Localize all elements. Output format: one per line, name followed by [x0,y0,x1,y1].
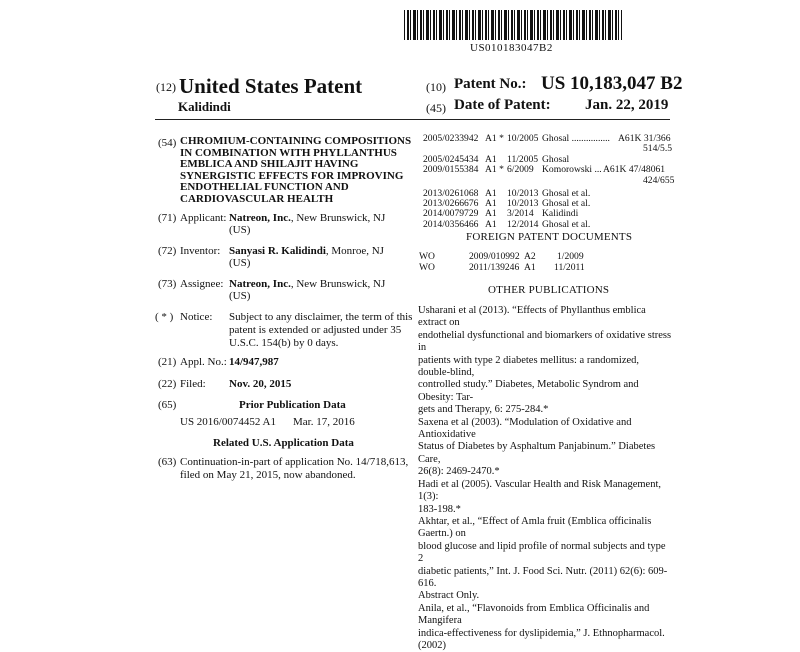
other-publications [418,305,673,652]
inid-54: (54) [158,137,177,149]
ref-kind: A1 * [485,164,504,176]
pub-line: Hadi et al (2005). Vascular Health and Risk Management, 1(3): [418,478,661,503]
pub-line: Saxena et al (2003). “Modulation of Oxidative and Antioxidative [418,416,632,441]
ref-date: 11/2011 [554,261,585,273]
pub-line: controlled study.” Diabetes, Metabolic Syndrom and Obesity: Tar- [418,379,639,403]
ref-number: 2014/0356466 [423,218,479,230]
appl-no: 14/947,987 [229,356,279,368]
ref-name: Ghosal et al. [542,218,591,230]
related-line: Continuation-in-part of application No. 14/718,613, [180,456,409,468]
pub-line: 183-198.* [418,503,461,515]
inid-12: (12) [156,80,176,94]
ref-date: 12/2014 [507,218,539,230]
prior-publication-number: US 2016/0074452 A1 [180,416,276,428]
ref-number: 2009/0155384 [423,164,479,176]
ref-kind: A1 [485,218,497,230]
ref-date: 1/2009 [557,251,584,262]
ref-class: A61K 47/48061 [603,164,666,176]
ref-name: Ghosal et al. [542,197,591,209]
ref-number: 2005/0233942 [423,133,479,144]
ref-kind: A1 [485,208,497,220]
ref-kind: A1 [524,261,536,273]
other-publications-heading: OTHER PUBLICATIONS [488,284,610,296]
ref-name: Ghosal ................ [542,133,610,144]
title-line: SYNERGISTIC EFFECTS FOR IMPROVING [180,169,404,182]
title-line: IN COMBINATION WITH PHYLLANTHUS [180,146,397,159]
pub-line: Usharani et al (2013). “Effects of Phyllanthus emblica extract on [418,305,646,329]
ref-country: WO [419,251,435,262]
barcode [404,10,622,40]
ref-date: 10/2013 [507,187,539,199]
pub-line: Akhtar, et al., “Effect of Amla fruit (Emblica officinalis Gaertn.) on [418,515,652,540]
ref-name: Ghosal et al. [542,187,591,199]
ref-number: 2014/0079729 [423,208,479,220]
ref-number: 2013/0261068 [423,187,479,199]
invention-title [180,136,411,206]
pub-line: diabetic patients,” Int. J. Food Sci. Nutr. (2011) 62(6): 609-616. [418,565,668,589]
notice-line: patent is extended or adjusted under 35 [229,324,402,336]
publication-entry [418,603,673,652]
notice-line: Subject to any disclaimer, the term of this [229,311,413,323]
ref-date: 10/2005 [507,133,539,144]
inventor-country: (US) [229,257,251,269]
inventor [229,245,384,258]
title-line: CHROMIUM-CONTAINING COMPOSITIONS [180,135,412,147]
title-line: CARDIOVASCULAR HEALTH [180,192,334,205]
inid-notice: ( * ) [155,311,174,323]
ref-number: 2009/010992 [469,251,520,262]
barcode-number: US010183047B2 [470,42,553,54]
filed-label: Filed: [180,378,206,390]
date-of-patent: Jan. 22, 2019 [585,97,669,113]
patent-number: US 10,183,047 B2 [541,73,683,94]
pub-line: Abstract Only. [418,590,480,602]
applicant-label: Applicant: [180,212,227,224]
notice-line: U.S.C. 154(b) by 0 days. [229,337,339,349]
publication-entry [418,305,673,417]
ref-class: A61K 31/366 [618,133,671,144]
pub-line: blood glucose and lipid profile of normal subjects and type 2 [418,540,666,565]
inventor-label: Inventor: [180,245,221,257]
ref-kind: A2 [524,251,536,262]
inid-73: (73) [158,278,177,290]
inid-65: (65) [158,399,177,411]
date-of-patent-label: Date of Patent: [454,97,551,113]
applicant-name: Natreon, Inc. [229,212,291,224]
pub-line: indica-effectiveness for dyslipidemia,” J. Ethnopharmacol. (2002) [418,627,665,651]
inid-71: (71) [158,212,177,224]
ref-number: 2013/0266676 [423,197,479,209]
title-line: EMBLICA AND SHILAJIT HAVING [180,158,359,171]
pub-line: Status of Diabetes by Asphaltum Panjabinum.” Diabetes Care, [418,441,656,465]
assignee-country: (US) [229,290,251,302]
assignee-name: Natreon, Inc. [229,278,291,290]
ref-class-2: 424/655 [643,174,675,186]
pub-line: patients with type 2 diabetes mellitus: a randomized, double-blind, [418,354,640,379]
ref-kind: A1 * [485,133,504,144]
ref-kind: A1 [485,187,497,199]
title-line: ENDOTHELIAL FUNCTION AND [180,181,349,194]
related-application-heading: Related U.S. Application Data [213,437,354,449]
inventor-location: , Monroe, NJ [325,245,384,257]
publication-entry [418,479,673,516]
inventor-surname: Kalidindi [178,99,231,114]
ref-name: Ghosal [542,153,570,165]
pub-line: 26(8): 2469-2470.* [418,466,500,478]
assignee-label: Assignee: [180,278,224,290]
header-rule [155,119,670,120]
inventor-name: Sanyasi R. Kalidindi [229,245,326,257]
foreign-patent-heading: FOREIGN PATENT DOCUMENTS [466,231,633,243]
prior-publication-date: Mar. 17, 2016 [293,416,355,428]
publication-entry [418,516,673,603]
assignee-location: , New Brunswick, NJ [290,278,386,290]
notice-label: Notice: [180,311,213,323]
related-application-text [180,456,408,482]
ref-number: 2005/0245434 [423,153,479,165]
ref-kind: A1 [485,197,497,209]
applicant-country: (US) [229,224,251,236]
inid-10: (10) [426,80,446,94]
publication-entry [418,417,673,479]
pub-line: endothelial dysfunctional and biomarkers of oxidative stress in [418,329,672,354]
applicant [229,212,385,225]
ref-date: 6/2009 [507,164,534,176]
applicant-location: , New Brunswick, NJ [290,212,386,224]
inid-63: (63) [158,456,177,468]
inid-22: (22) [158,378,177,390]
inid-45: (45) [426,101,446,115]
ref-date: 3/2014 [507,208,534,220]
pub-line: gets and Therapy, 6: 275-284.* [418,404,549,416]
ref-country: WO [419,261,435,273]
ref-class-2: 514/5.5 [643,143,673,155]
ref-date: 11/2005 [507,153,539,165]
notice-text [229,311,412,350]
filed-date: Nov. 20, 2015 [229,378,292,390]
prior-publication-heading: Prior Publication Data [239,399,346,411]
patent-no-label: Patent No.: [454,76,527,92]
related-line: filed on May 21, 2015, now abandoned. [180,469,356,481]
ref-kind: A1 [485,153,497,165]
ref-date: 10/2013 [507,197,539,209]
assignee [229,278,385,291]
ref-name: Kalidindi [542,208,579,220]
inid-21: (21) [158,356,177,368]
ref-name: Komorowski ... [542,164,602,176]
document-type-title: United States Patent [179,74,363,98]
ref-number: 2011/139246 [469,261,520,273]
pub-line: Anila, et al., “Flavonoids from Emblica Officinalis and Mangifera [418,602,650,627]
appl-no-label: Appl. No.: [180,356,227,368]
inid-72: (72) [158,245,177,257]
